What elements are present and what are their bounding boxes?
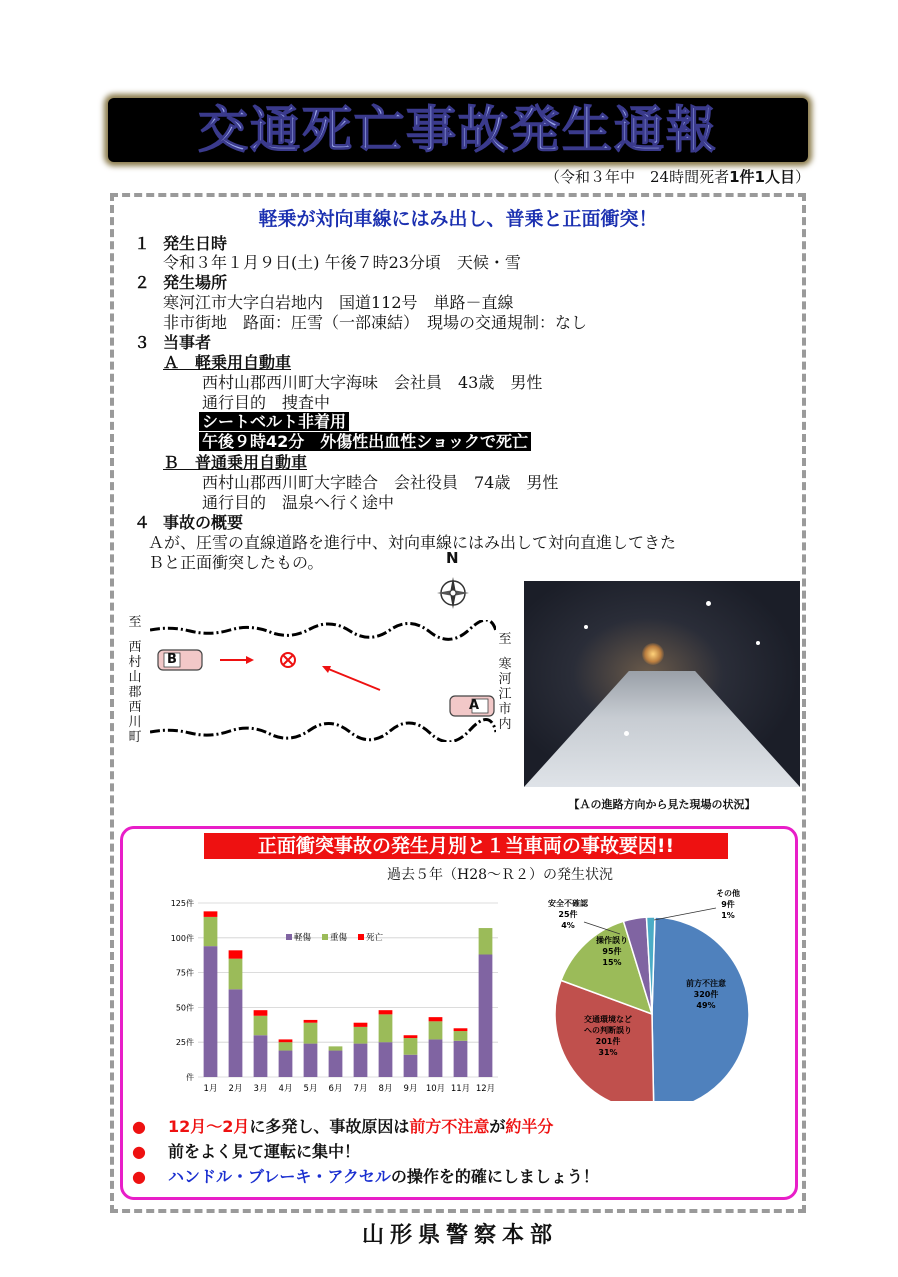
car-b [158,650,202,670]
bar-segment [279,1042,293,1050]
left-dest-char: 川 [128,715,142,730]
pie-leader-line [654,908,716,920]
accident-datetime: 令和３年１月９日(土) 午後７時23分頃 天候・雪 [163,253,521,272]
section-1-number: １ [134,234,151,253]
pie-label: 操作誤り [596,936,628,945]
bar-segment [254,1035,268,1077]
cause-pie-chart [520,886,800,1101]
bar-segment [379,1010,393,1014]
section-4-label: 事故の概要 [163,513,244,532]
x-tick-label: 4月 [278,1084,293,1094]
left-dest-char: 村 [128,655,142,670]
bar-segment [229,959,243,990]
snowflake [584,625,588,629]
bullet-1 [132,1114,553,1137]
right-dest-char: 河 [498,672,512,687]
road-conditions: 非市街地 路面：圧雪（一部凍結） 現場の交通規制：なし [163,313,588,332]
subtitle-count: 1件1人目 [729,168,795,186]
pie-label: 9件 [721,900,735,909]
pie-label: 49% [696,1001,716,1010]
bar-segment [354,1023,368,1027]
y-tick-label: 件 [186,1073,194,1082]
left-destination [128,615,142,745]
legend-label: 重傷 [330,933,348,943]
y-tick-label: 75件 [175,968,194,978]
pie-label: 交通環境など [584,1015,632,1024]
monthly-bar-chart [168,895,508,1105]
bar-segment [429,1039,443,1077]
subtitle-suffix: ） [794,168,810,186]
bar-segment [454,1041,468,1077]
x-tick-label: 11月 [450,1084,471,1094]
x-tick-label: 2月 [228,1084,243,1094]
summary-line-2: Ｂと正面衝突したもの。 [148,553,324,572]
bullet-3-controls: ハンドル・ブレーキ・アクセル [167,1167,391,1186]
compass-icon [436,576,470,610]
collision-point-icon [281,653,295,667]
x-tick-label: 10月 [425,1084,446,1094]
bullet-2-text: 前をよく見て運転に集中！ [167,1142,360,1161]
legend-swatch [322,934,328,940]
summary-line-1: Ａが、圧雪の直線道路を進行中、対向車線にはみ出して対向直進してきた [148,533,677,552]
pie-label: 4% [561,921,575,930]
pie-label: 31% [598,1048,618,1057]
y-tick-label: 100件 [170,933,194,943]
x-tick-label: 3月 [253,1084,268,1094]
bar-segment [254,1016,268,1035]
bar-segment [429,1017,443,1021]
bullet-3 [132,1164,599,1187]
right-destination [498,632,512,732]
right-dest-char: 市 [498,702,512,717]
photo-streetlight [642,643,664,665]
bar-segment [454,1031,468,1041]
death-bar: 午後９時42分 外傷性出血性ショックで死亡 [199,432,531,451]
issuer-footer: 山形県警察本部 [361,1223,558,1248]
bar-segment [429,1021,443,1039]
bar-segment [229,950,243,958]
pie-label: への判断誤り [584,1026,632,1035]
section-3-label: 当事者 [163,333,212,352]
bar-segment [204,946,218,1077]
left-dest-char: 町 [128,730,142,745]
pie-label: 95件 [602,947,622,956]
x-tick-label: 7月 [353,1084,368,1094]
seatbelt-bar: シートベルト非着用 [199,412,349,431]
stats-title: 正面衝突事故の発生月別と１当車両の事故要因!! [204,833,728,859]
x-tick-label: 9月 [403,1084,418,1094]
party-a-info: 西村山郡西川町大字海味 会社員 43歳 男性 [202,373,543,392]
road-diagram [150,620,496,742]
pie-label: 320件 [693,990,719,999]
y-tick-label: 125件 [170,899,194,908]
accident-location: 寒河江市大字白岩地内 国道112号 単路－直線 [163,293,514,312]
x-tick-label: 1月 [203,1084,218,1094]
bullet-1-share: 約半分 [505,1117,554,1136]
pie-label: 前方不注意 [686,979,726,988]
bar-segment [254,1010,268,1016]
snowflake [756,641,760,645]
x-tick-label: 5月 [303,1084,318,1094]
left-dest-char: 西 [128,700,142,715]
bullet-mark: ● [132,1117,146,1136]
bar-segment [404,1035,418,1038]
bullet-1-cause: 前方不注意 [409,1117,490,1136]
y-tick-label: 50件 [175,1003,194,1013]
party-a-death [199,429,531,452]
bar-segment [454,1028,468,1031]
x-tick-label: 12月 [475,1084,496,1094]
car-a-label: A [469,698,480,713]
section-4-number: ４ [134,513,151,532]
car-a-arrow [326,668,380,690]
bar-segment [329,1046,343,1050]
bar-segment [404,1038,418,1055]
section-3-number: ３ [134,333,151,352]
bullet-2 [132,1139,360,1162]
bullet-mark: ● [132,1167,146,1186]
photo-road [524,671,800,787]
party-b-label: Ｂ 普通乗用自動車 [163,453,308,472]
party-a-label: Ａ 軽乗用自動車 [163,353,292,372]
y-tick-label: 25件 [175,1038,194,1048]
bar-segment [304,1044,318,1077]
pie-label: 安全不確認 [548,899,588,908]
bar-segment [304,1020,318,1023]
bar-segment [354,1044,368,1077]
x-tick-label: 8月 [378,1084,393,1094]
bar-segment [204,917,218,946]
left-dest-char: 西 [128,640,142,655]
photo-caption: 【Ａの進路方向から見た現場の状況】 [568,798,756,811]
car-b-label: B [167,652,177,667]
left-dest-char: 郡 [128,685,142,700]
bar-segment [379,1014,393,1042]
bullet-1-text: に多発し、事故原因は [249,1117,410,1136]
north-label: N [446,549,459,567]
right-dest-char: 寒 [498,657,512,672]
stats-subtitle: 過去５年（H28～Ｒ２）の発生状況 [386,867,614,883]
bullet-1-text2: が [489,1117,506,1136]
party-a-purpose: 通行目的 捜査中 [202,393,331,412]
bullet-1-months: 12月～2月 [167,1117,250,1136]
legend-label: 死亡 [366,933,384,943]
bar-segment [304,1023,318,1044]
pie-label: 201件 [595,1037,621,1046]
right-dest-char: 至 [498,632,512,647]
accident-headline: 軽乗が対向車線にはみ出し、普乗と正面衝突！ [258,208,658,230]
legend-swatch [286,934,292,940]
bar-segment [329,1051,343,1077]
bar-segment [204,911,218,917]
page-title: 交通死亡事故発生通報 [198,101,718,159]
road-edge-top [150,620,496,639]
bar-segment [279,1051,293,1077]
left-dest-char: 山 [128,670,142,685]
scene-photo [524,581,800,787]
snowflake [706,601,711,606]
party-b-purpose: 通行目的 温泉へ行く途中 [202,493,395,512]
bar-segment [379,1042,393,1077]
subtitle-prefix: （令和３年中 24時間死者 [545,168,730,186]
bar-segment [404,1055,418,1077]
bullet-3-text: の操作を的確にしましょう！ [390,1167,599,1186]
fatality-count-note [470,166,810,187]
legend-swatch [358,934,364,940]
left-dest-char: 至 [128,615,142,630]
pie-label: 25件 [558,910,578,919]
bar-segment [279,1039,293,1042]
party-b-info: 西村山郡西川町大字睦合 会社役員 74歳 男性 [202,473,559,492]
section-2-label: 発生場所 [163,273,228,292]
snowflake [624,731,629,736]
right-dest-char: 江 [498,687,512,702]
pie-label: 1% [721,911,735,920]
bar-segment [354,1027,368,1044]
right-dest-char: 内 [498,717,512,732]
car-b-arrowhead [246,656,254,664]
section-1-label: 発生日時 [163,234,228,253]
section-2-number: ２ [134,273,151,292]
bar-segment [229,989,243,1077]
x-tick-label: 6月 [328,1084,343,1094]
legend-label: 軽傷 [294,933,312,943]
road-edge-bottom [150,719,496,741]
pie-label: その他 [716,889,740,898]
bar-segment [479,955,493,1077]
bullet-mark: ● [132,1142,146,1161]
bar-segment [479,928,493,954]
pie-label: 15% [602,958,622,967]
